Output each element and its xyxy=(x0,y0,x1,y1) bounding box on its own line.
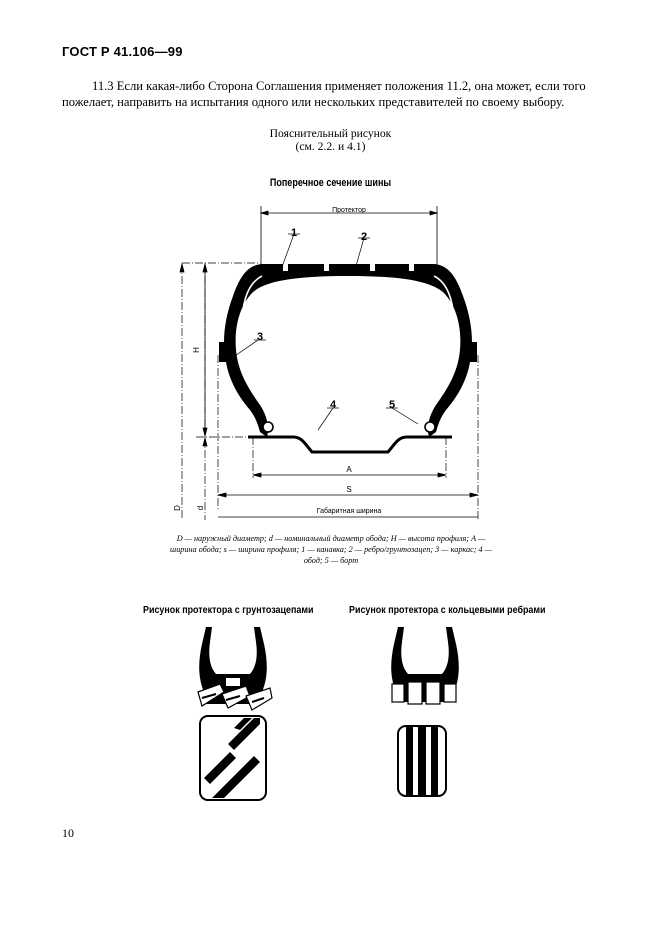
label-4: 4 xyxy=(329,399,337,411)
label-5: 5 xyxy=(388,399,396,411)
label-3: 3 xyxy=(256,331,264,343)
bead-wires xyxy=(263,422,435,432)
rib-tread-drawings xyxy=(382,622,472,802)
rib-tread-pattern xyxy=(398,726,446,796)
section-title: Поперечное сечение шины xyxy=(269,177,392,189)
figure-title xyxy=(0,127,661,153)
figure-title-line1: Пояснительный рисунок xyxy=(269,127,392,140)
rib-tread-title: Рисунок протектора с кольцевыми ребрами xyxy=(349,605,546,616)
label-2: 2 xyxy=(360,231,368,243)
figure-caption: D — наружный диаметр; d — номинальный диаметр обода; H — высота профиля; A — ширина обода; s — ширина профиля; 1 — канавка; 2 — ребро/грунтозацеп; 3 — каркас; 4 — обод; 5 — борт xyxy=(170,534,492,565)
h-label: H xyxy=(192,347,201,353)
tire-body xyxy=(219,262,477,437)
a-label: A xyxy=(346,465,352,474)
h-dimension xyxy=(203,264,207,436)
outer-diameter-label: D xyxy=(173,505,182,511)
lug-tread-title: Рисунок протектора с грунтозацепами xyxy=(143,605,314,616)
rim xyxy=(248,437,452,452)
page-number: 10 xyxy=(62,826,74,840)
lug-tread-pattern xyxy=(200,716,266,800)
reference-lines xyxy=(182,263,478,520)
lug-tread-section xyxy=(198,627,272,710)
d-dimensions xyxy=(180,264,207,446)
label-1: 1 xyxy=(290,227,298,239)
rib-tread-section xyxy=(391,627,459,704)
overall-width-label: Габаритная ширина xyxy=(316,508,382,515)
rim-diameter-label: d xyxy=(196,505,205,511)
tread-dimension xyxy=(261,206,437,265)
s-label: S xyxy=(346,485,352,494)
document-code: ГОСТ Р 41.106—99 xyxy=(62,44,183,59)
tire-cross-section-diagram xyxy=(160,198,490,528)
figure-title-line2: (см. 2.2. и 4.1) xyxy=(295,140,366,153)
lug-tread-drawings xyxy=(190,622,280,802)
tread-label: Протектор xyxy=(332,207,366,214)
paragraph-11-3: 11.3 Если какая-либо Сторона Соглашения применяет положения 11.2, она может, если того пожелает, направить на испытания одного или нескольких представителей по своему выбору. xyxy=(62,79,586,109)
